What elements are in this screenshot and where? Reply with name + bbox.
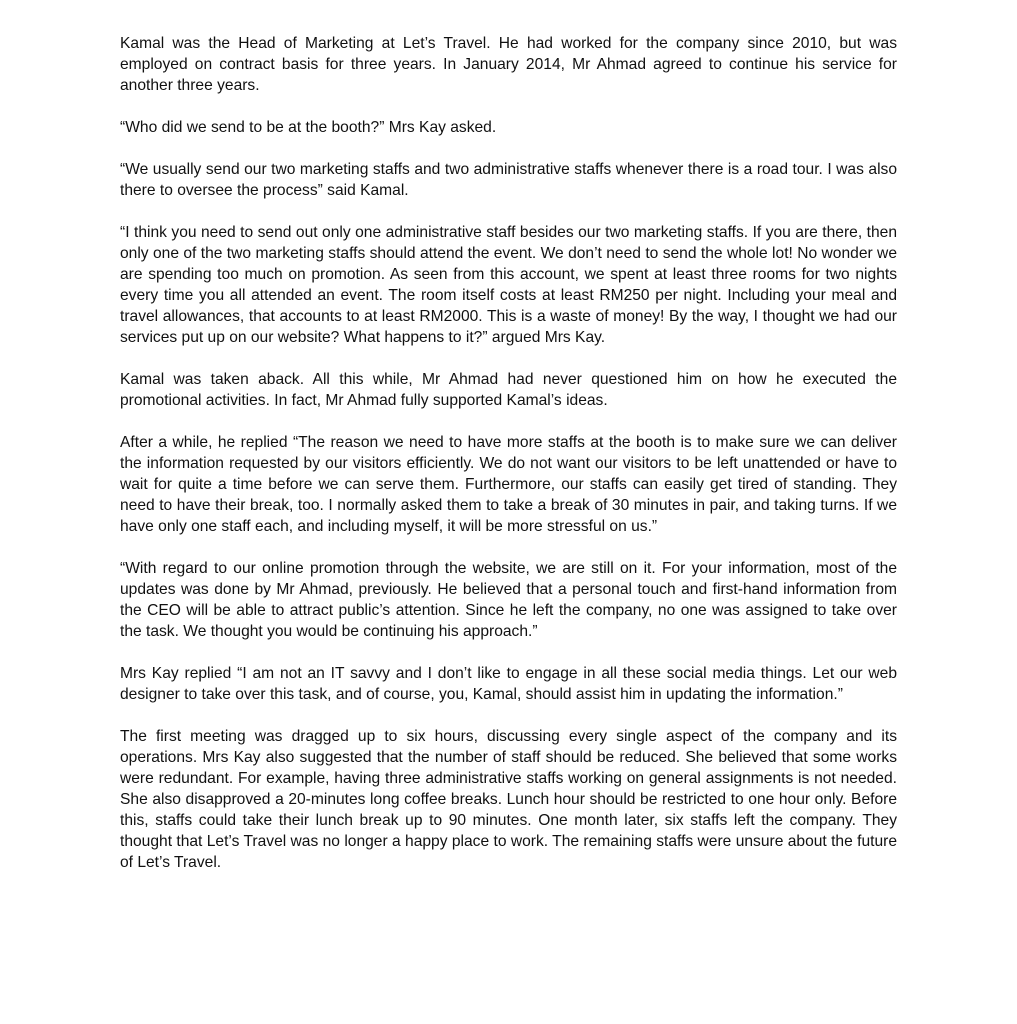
paragraph-online-promotion: “With regard to our online promotion through the website, we are still on it. For your information, most of the updates was done by Mr Ahmad, previously. He believed that a personal touch and first-hand information from the CEO will be able to attract public’s attention. Since he left the company, no one was assigned to take over the task. We thought you would be continuing his approach.” xyxy=(120,560,897,640)
paragraph-staffing-justification: After a while, he replied “The reason we need to have more staffs at the booth is to make sure we can deliver the information requested by our visitors efficiently. We do not want our visitors to be left unattended or have to wait for quite a time before we can serve them. Furthermore, our staffs can easily get tired of standing. They need to have their break, too. I normally asked them to take a break of 30 minutes in pair, and taking turns. If we have only one staff each, and including myself, it will be more stressful on us.” xyxy=(120,434,897,535)
paragraph-first-meeting: The first meeting was dragged up to six hours, discussing every single aspect of the company and its operations. Mrs Kay also suggested that the number of staff should be reduced. She believed that some works were redundant. For example, having three administrative staffs working on general assignments is not needed. She also disapproved a 20-minutes long coffee breaks. Lunch hour should be restricted to one hour only. Before this, staffs could take their lunch break up to 90 minutes. One month later, six staffs left the company. They thought that Let’s Travel was no longer a happy place to work. The remaining staffs were unsure about the future of Let’s Travel. xyxy=(120,728,897,871)
paragraph-mrs-kay-argument: “I think you need to send out only one administrative staff besides our two marketing staffs. If you are there, then only one of the two marketing staffs should attend the event. We don’t need to send the whole lot! No wonder we are spending too much on promotion. As seen from this account, we spent at least three rooms for two nights every time you all attended an event. The room itself costs at least RM250 per night. Including your meal and travel allowances, that accounts to at least RM2000. This is a waste of money! By the way, I thought we had our services put up on our website? What happens to it?” argued Mrs Kay. xyxy=(120,224,897,346)
paragraph-kamal-taken-aback: Kamal was taken aback. All this while, Mr Ahmad had never questioned him on how he executed the promotional activities. In fact, Mr Ahmad fully supported Kamal’s ideas. xyxy=(120,371,897,409)
paragraph-kamal-reply: “We usually send our two marketing staffs and two administrative staffs whenever there is a road tour. I was also there to oversee the process” said Kamal. xyxy=(120,161,897,199)
paragraph-booth-question: “Who did we send to be at the booth?” Mrs Kay asked. xyxy=(120,119,497,136)
document-page xyxy=(120,33,897,873)
paragraph-kamal-background: Kamal was the Head of Marketing at Let’s Travel. He had worked for the company since 2010, but was employed on contract basis for three years. In January 2014, Mr Ahmad agreed to continue his service for another three years. xyxy=(120,35,897,94)
paragraph-mrs-kay-web-reply: Mrs Kay replied “I am not an IT savvy and I don’t like to engage in all these social media things. Let our web designer to take over this task, and of course, you, Kamal, should assist him in updating the information.” xyxy=(120,665,897,703)
